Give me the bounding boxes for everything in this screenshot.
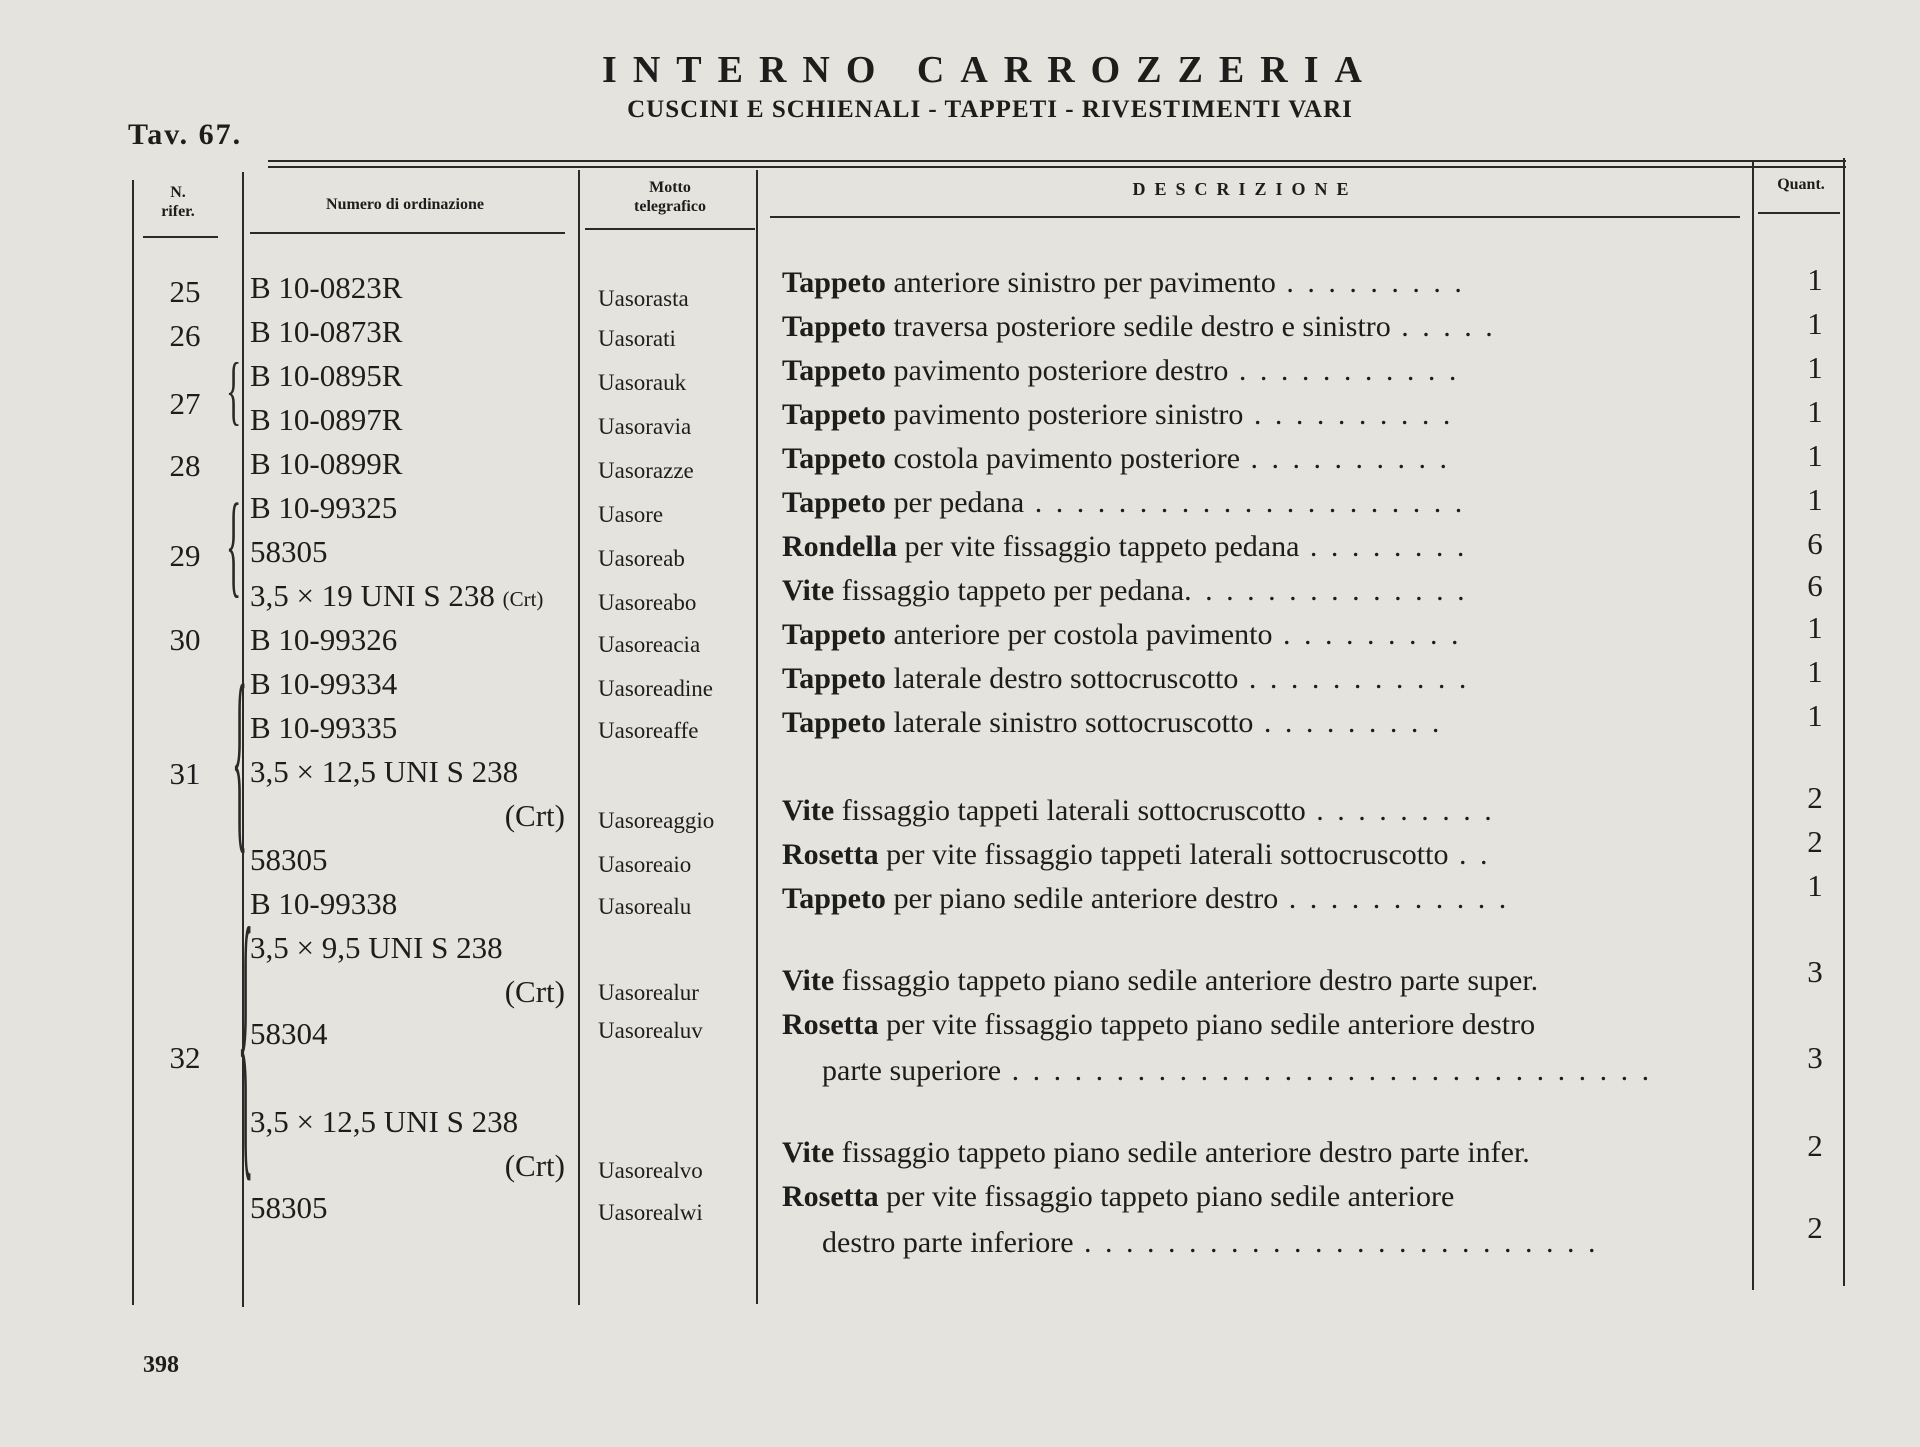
quantity: 2 <box>1807 780 1823 815</box>
order-number-text: 3,5 × 12,5 UNI S 238 <box>250 1104 519 1139</box>
order-number-text: B 10-0873R <box>250 314 403 349</box>
telegraph-code: Uasorealvo <box>598 1158 703 1183</box>
order-number-text: B 10-99338 <box>250 886 398 921</box>
part-name: Tappeto <box>782 354 886 387</box>
telegraph-code: Uasorauk <box>598 370 687 395</box>
leader-dots: . . . . . . . . . . . <box>1278 882 1510 915</box>
leader-dots: . . . . . . . . . . . . . . . . . . . . . . . . . . . . . . . <box>1001 1054 1653 1087</box>
quantity: 2 <box>1807 1210 1823 1245</box>
description-continuation <box>822 1054 1742 1088</box>
leader-dots: . . . . . . . . . . . . . . . . . . . . . . . . . <box>1073 1226 1599 1259</box>
description <box>782 310 1742 344</box>
col-header-ref: N. rifer. <box>161 184 195 220</box>
part-name: Vite <box>782 1136 835 1169</box>
description-continuation <box>822 1226 1742 1260</box>
leader-dots: . . . . . . . . . <box>1275 266 1465 299</box>
description <box>782 618 1742 652</box>
telegraph-code: Uasoreaggio <box>598 808 715 833</box>
description-text: per piano sedile anteriore destro <box>885 882 1279 915</box>
part-name: Vite <box>782 794 835 827</box>
quantity: 3 <box>1807 1040 1823 1075</box>
description <box>782 486 1742 520</box>
order-number-text: B 10-99334 <box>250 666 398 701</box>
part-name: Tappeto <box>782 882 886 915</box>
description-text: anteriore sinistro per pavimento <box>885 266 1276 299</box>
order-number <box>250 842 328 878</box>
order-number-text: B 10-0823R <box>250 270 403 305</box>
telegraph-code: Uasorealwi <box>598 1200 703 1225</box>
order-number <box>250 930 503 966</box>
quantity: 6 <box>1807 568 1823 603</box>
telegraph-code: Uasorati <box>598 326 676 351</box>
description <box>782 574 1742 608</box>
description-text: parte superiore <box>822 1054 1002 1087</box>
description-text: per vite fissaggio tappeto piano sedile anteriore <box>878 1180 1455 1213</box>
telegraph-code: Uasorasta <box>598 286 689 311</box>
order-number <box>250 886 397 922</box>
telegraph-code: Uasorealur <box>598 980 699 1005</box>
telegraph-code: Uasoravia <box>598 414 692 439</box>
part-name: Tappeto <box>782 486 886 519</box>
description <box>782 706 1742 740</box>
description-text: destro parte inferiore <box>822 1226 1074 1259</box>
part-name: Tappeto <box>782 618 886 651</box>
order-number <box>250 1016 328 1052</box>
col-divider-left <box>132 180 134 1305</box>
part-name: Tappeto <box>782 706 886 739</box>
part-name: Tappeto <box>782 266 886 299</box>
ref-number: 25 <box>169 274 201 309</box>
description-text: per pedana <box>885 486 1025 519</box>
part-name: Rosetta <box>782 1180 879 1213</box>
quantity: 2 <box>1807 824 1823 859</box>
leader-dots: . . . . . . . . <box>1299 530 1468 563</box>
group-brace: { <box>226 477 242 608</box>
order-number-text: B 10-99326 <box>250 622 398 657</box>
group-brace: { <box>226 346 242 433</box>
description-text: fissaggio tappeto piano sedile anteriore destro parte infer. <box>834 1136 1530 1169</box>
order-number <box>250 314 402 350</box>
col-rule-ref <box>143 236 218 238</box>
order-number-text: 58304 <box>250 1016 328 1051</box>
col-divider-order <box>578 170 580 1305</box>
order-number-suffix: (Crt) <box>504 1148 565 1183</box>
part-name: Tappeto <box>782 398 886 431</box>
group-brace: { <box>238 860 254 1207</box>
description-text: per vite fissaggio tappeto pedana <box>897 530 1300 563</box>
order-number-text: B 10-99335 <box>250 710 398 745</box>
quantity: 1 <box>1807 306 1823 341</box>
ref-number: 31 <box>169 756 201 791</box>
order-number <box>250 1190 328 1226</box>
description <box>782 1180 1742 1214</box>
col-header-quantity: Quant. <box>1777 176 1825 193</box>
description <box>782 354 1742 388</box>
col-header-description: DESCRIZIONE <box>1132 180 1358 199</box>
description-text: traversa posteriore sedile destro e sinistro <box>885 310 1391 343</box>
telegraph-code: Uasoreadine <box>598 676 713 701</box>
leader-dots: . . . . . . . . . . . <box>1238 662 1470 695</box>
order-number <box>250 622 397 658</box>
quantity: 2 <box>1807 1128 1823 1163</box>
col-rule-description <box>770 216 1740 218</box>
col-rule-motto <box>585 228 755 230</box>
header-rule-bottom <box>268 166 1846 168</box>
leader-dots: . . <box>1448 838 1491 871</box>
description <box>782 964 1742 998</box>
description <box>782 398 1742 432</box>
order-number <box>250 270 402 306</box>
description-text: anteriore per costola pavimento <box>885 618 1273 651</box>
description <box>782 1008 1742 1042</box>
page-title: INTERNO CARROZZERIA <box>602 49 1378 91</box>
order-number <box>250 666 397 702</box>
quantity: 1 <box>1807 394 1823 429</box>
description <box>782 530 1742 564</box>
part-name: Tappeto <box>782 442 886 475</box>
order-number-suffix: (Crt) <box>504 798 565 833</box>
telegraph-code: Uasore <box>598 502 664 527</box>
description <box>782 794 1742 828</box>
description-text: per vite fissaggio tappeti laterali sottocruscotto <box>878 838 1449 871</box>
telegraph-code: Uasorealu <box>598 894 692 919</box>
header-rule-top <box>268 160 1846 162</box>
quantity: 1 <box>1807 482 1823 517</box>
order-number <box>250 578 543 614</box>
telegraph-code: Uasoreabo <box>598 590 697 615</box>
telegraph-code: Uasoreaffe <box>598 718 699 743</box>
leader-dots: . . . . . . . . . . <box>1243 398 1454 431</box>
quantity: 3 <box>1807 954 1823 989</box>
ref-number: 29 <box>169 538 201 573</box>
leader-dots: . . . . . . . . . <box>1272 618 1462 651</box>
part-name: Rosetta <box>782 1008 879 1041</box>
description-text: fissaggio tappeto per pedana <box>834 574 1185 607</box>
telegraph-code: Uasoreab <box>598 546 685 571</box>
leader-dots: . . . . . . . . . . <box>1240 442 1451 475</box>
order-number-text: B 10-0899R <box>250 446 403 481</box>
description <box>782 882 1742 916</box>
order-number-suffix: (Crt) <box>504 974 565 1009</box>
order-number-text: 3,5 × 19 UNI S 238 <box>250 578 495 613</box>
table-id: Tav. 67. <box>128 118 243 151</box>
description <box>782 1136 1742 1170</box>
ref-number: 28 <box>169 448 201 483</box>
leader-dots: . . . . . . . . . <box>1305 794 1495 827</box>
order-number-text: 3,5 × 9,5 UNI S 238 <box>250 930 503 965</box>
telegraph-code: Uasoreaio <box>598 852 692 877</box>
ref-number: 27 <box>169 386 201 421</box>
order-number-suffix: (Crt) <box>502 587 544 611</box>
part-name: Vite <box>782 964 835 997</box>
part-name: Rondella <box>782 530 898 563</box>
leader-dots: . . . . . <box>1390 310 1496 343</box>
description <box>782 662 1742 696</box>
description <box>782 838 1742 872</box>
description-text: fissaggio tappeti laterali sottocruscotto <box>834 794 1306 827</box>
description-text: laterale destro sottocruscotto <box>885 662 1239 695</box>
quantity: 6 <box>1807 526 1823 561</box>
telegraph-code: Uasoreacia <box>598 632 701 657</box>
description-text: pavimento posteriore destro <box>885 354 1229 387</box>
order-number-text: 58305 <box>250 842 328 877</box>
leader-dots: . . . . . . . . . . . . . . . . . . . . . <box>1024 486 1466 519</box>
quantity: 1 <box>1807 350 1823 385</box>
col-header-motto: Motto telegrafico <box>634 179 706 215</box>
leader-dots: . . . . . . . . . . . . . . <box>1184 574 1468 607</box>
quantity: 1 <box>1807 868 1823 903</box>
leader-dots: . . . . . . . . . . . <box>1228 354 1460 387</box>
description <box>782 442 1742 476</box>
description-text: costola pavimento posteriore <box>885 442 1241 475</box>
order-number <box>250 358 402 394</box>
col-header-order: Numero di ordinazione <box>326 196 484 213</box>
part-name: Tappeto <box>782 662 886 695</box>
description-text: per vite fissaggio tappeto piano sedile anteriore destro <box>878 1008 1536 1041</box>
order-number-text: 3,5 × 12,5 UNI S 238 <box>250 754 519 789</box>
telegraph-code: Uasorealuv <box>598 1018 703 1043</box>
order-number <box>250 754 518 790</box>
description <box>782 266 1742 300</box>
order-number <box>250 446 402 482</box>
order-number-text: B 10-0897R <box>250 402 403 437</box>
ref-number: 32 <box>169 1040 201 1075</box>
page-number: 398 <box>143 1352 179 1378</box>
description-text: pavimento posteriore sinistro <box>885 398 1244 431</box>
order-number-text: 58305 <box>250 1190 328 1225</box>
order-number <box>250 402 402 438</box>
quantity: 1 <box>1807 262 1823 297</box>
page-subtitle: CUSCINI E SCHIENALI - TAPPETI - RIVESTIMENTI VARI <box>627 96 1353 123</box>
telegraph-code: Uasorazze <box>598 458 694 483</box>
order-number <box>250 1104 518 1140</box>
group-brace: { <box>232 640 248 871</box>
ref-number: 30 <box>169 622 201 657</box>
order-number <box>250 710 397 746</box>
quantity: 1 <box>1807 698 1823 733</box>
quantity: 1 <box>1807 438 1823 473</box>
quantity: 1 <box>1807 610 1823 645</box>
part-name: Vite <box>782 574 835 607</box>
order-number-text: 58305 <box>250 534 328 569</box>
description-text: fissaggio tappeto piano sedile anteriore destro parte super. <box>834 964 1539 997</box>
order-number <box>250 534 328 570</box>
col-rule-quantity <box>1758 212 1840 214</box>
order-number-text: B 10-99325 <box>250 490 398 525</box>
ref-number: 26 <box>169 318 201 353</box>
leader-dots: . . . . . . . . . <box>1253 706 1443 739</box>
description-text: laterale sinistro sottocruscotto <box>885 706 1254 739</box>
part-name: Rosetta <box>782 838 879 871</box>
quantity: 1 <box>1807 654 1823 689</box>
col-divider-description <box>1752 160 1754 1290</box>
order-number-text: B 10-0895R <box>250 358 403 393</box>
part-name: Tappeto <box>782 310 886 343</box>
col-divider-motto <box>756 170 758 1304</box>
order-number <box>250 490 397 526</box>
col-rule-order <box>250 232 565 234</box>
